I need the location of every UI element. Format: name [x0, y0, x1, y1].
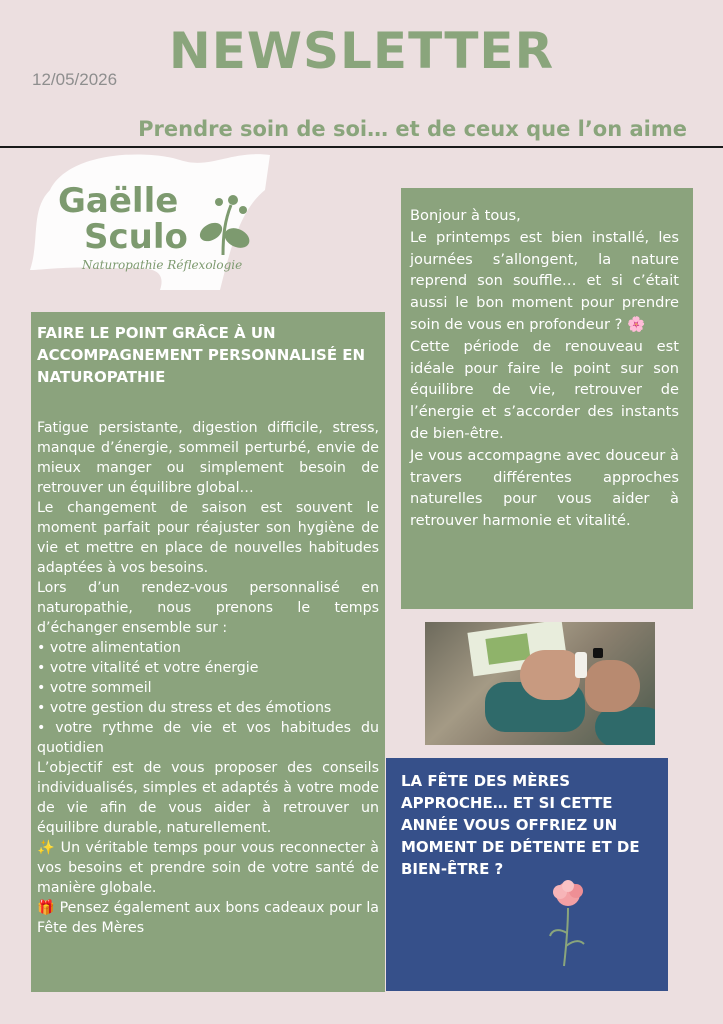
- photo-sleeve: [595, 707, 655, 745]
- mothers-day-promo: [386, 758, 668, 991]
- logo-name-first: Gaëlle: [58, 181, 179, 221]
- newsletter-title: NEWSLETTER: [168, 22, 555, 80]
- article-paragraph: Lors d’un rendez-vous personnalisé en naturopathie, nous prenons le temps d’échanger ensemble sur :: [37, 580, 379, 636]
- article-heading: FAIRE LE POINT GRÂCE À UN ACCOMPAGNEMENT PERSONNALISÉ EN NATUROPATHIE: [37, 324, 366, 386]
- photo-bottle-cap: [593, 648, 603, 658]
- bullet-item: • votre alimentation: [37, 640, 181, 656]
- intro-paragraph: Je vous accompagne avec douceur à travers différentes approches naturelles pour vous aider à retrouver harmonie et vitalité.: [410, 446, 679, 530]
- bullet-item: • votre sommeil: [37, 680, 152, 696]
- article-paragraph: L’objectif est de vous proposer des conseils individualisés, simples et adaptés à votre mode de vie afin de vous aider à retrouver un équilibre durable, naturellement.: [37, 760, 379, 836]
- article-paragraph: 🎁 Pensez également aux bons cadeaux pour la Fête des Mères: [37, 900, 379, 936]
- intro-paragraph: Bonjour à tous,: [410, 207, 521, 224]
- photo-bottle: [575, 652, 587, 678]
- leaf-logo-icon: [193, 190, 253, 260]
- bullet-item: • votre rythme de vie et vos habitudes du quotidien: [37, 720, 379, 756]
- issue-date: 12/05/2026: [32, 70, 118, 89]
- article-paragraph: Fatigue persistante, digestion difficile, stress, manque d’énergie, sommeil perturbé, envie de mieux manger ou simplement besoin de retrouver un équilibre global…: [37, 420, 379, 496]
- bullet-item: • votre gestion du stress et des émotions: [37, 700, 332, 716]
- carnation-icon: [546, 878, 591, 968]
- logo-subtitle: Naturopathie Réflexologie: [82, 258, 243, 272]
- brand-logo: [58, 182, 258, 282]
- photo-hand: [585, 660, 640, 712]
- intro-body: [410, 205, 679, 532]
- bullet-item: • votre vitalité et votre énergie: [37, 660, 259, 676]
- article-paragraph: ✨ Un véritable temps pour vous reconnecter à vos besoins et prendre soin de votre santé de manière globale.: [37, 840, 379, 896]
- naturopathy-article: [31, 312, 385, 992]
- header-divider: [0, 146, 723, 148]
- article-paragraph: Le changement de saison est souvent le moment parfait pour réajuster son hygiène de vie et mettre en place de nouvelles habitudes adaptées à vos besoins.: [37, 500, 379, 576]
- intro-paragraph: Cette période de renouveau est idéale pour faire le point sur son équilibre de vie, retrouver de l’énergie et s’accorder des instants de bien-être.: [410, 337, 679, 442]
- photo-hands-essential-oils: [425, 622, 655, 745]
- intro-greeting: [401, 188, 693, 609]
- logo-name-last: Sculo: [84, 217, 188, 257]
- intro-paragraph: Le printemps est bien installé, les journées s’allongent, la nature reprend son souffle… et si c’était aussi le bon moment pour prendre soin de vous en profondeur ? 🌸: [410, 228, 679, 333]
- tagline: Prendre soin de soi… et de ceux que l’on aime: [138, 117, 687, 141]
- promo-heading: LA FÊTE DES MÈRES APPROCHE… ET SI CETTE ANNÉE VOUS OFFRIEZ UN MOMENT DE DÉTENTE ET DE BIEN-ÊTRE ?: [401, 772, 640, 878]
- article-body: [37, 418, 379, 938]
- photo-hand: [520, 650, 580, 700]
